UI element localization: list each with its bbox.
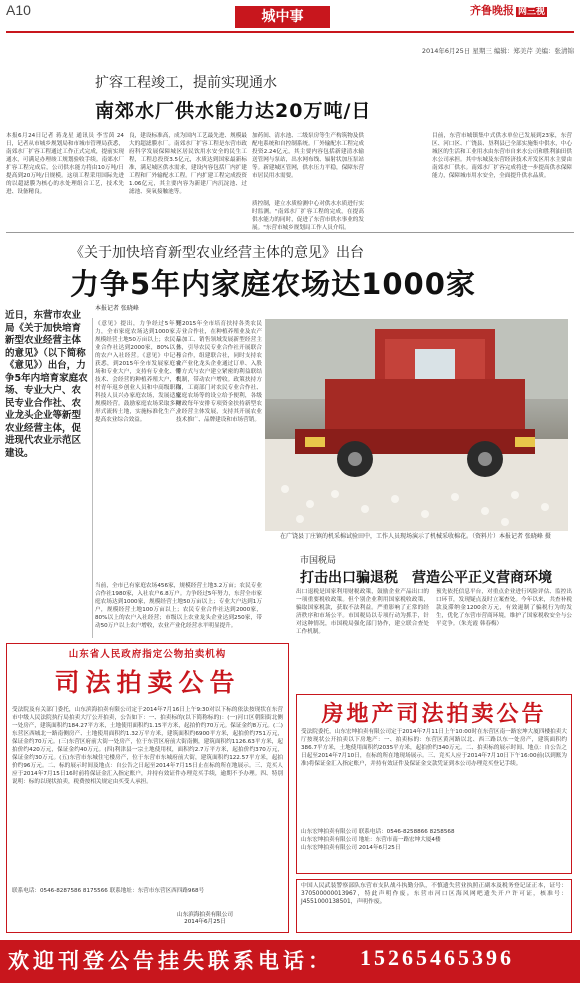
logo-text: 齐鲁晚报 (470, 4, 514, 17)
article1-title: 南郊水厂供水能力达20万吨/日 (95, 100, 372, 122)
harvester-image (265, 319, 568, 531)
banner-phone: 15265465396 (360, 945, 514, 970)
realestate-ad-contact: 山东宏坤拍卖有限公司 联系电话：0546-8258866 8258568 山东宏坤拍卖有限公司 地址：东营市南一路宏坤大厦4楼 山东宏坤拍卖有限公司 2014年6月25日 (301, 829, 455, 851)
cotton-harvester-photo (265, 319, 568, 531)
article2-lead: 近日，东营市农业局《关于加快培育新型农业经营主体的意见》（以下简称《意见》）出台，力争5年内培育家庭农场、专业大户、农民专业合作社、农业龙头企业等新型农业经营主体，促进现代农业示范区建设。 (5, 310, 88, 459)
auction-ad-contact: 联系电话：0546-8287586 8175566 联系地址：东营市东营区西四路968号 (12, 888, 205, 894)
column-divider (92, 318, 93, 638)
divider (6, 232, 574, 233)
auction-ad-body: 受法院及有关部门委托，山东滨海拍卖有限公司定于2014年7月16日上午9:30对以下标的依法按现状在东营市中级人民法院执行局拍卖大厅公开拍卖，公告如下：一、拍卖标的(以下简称标的)：(一)河口区朝阳街北侧一处房产，建筑面积约184.27平方米，土地使用面积约1.15平方米，起拍价约70万元。保证金约8万元。(二)东营区西城北一路南侧房产、土地使用面积约1.32万平方米，建筑面积约6900平方米，起拍价约751万元，保证金约70万元。(三)东营区府前大街一处房产，位于东营区府前大街南侧，建筑面积约1126.63平方米，起拍价约420万元，保证金约40万元。(四)利津县一宗土地使用权，面积约2.7万平方米，起拍价约370万元，保证金约30万元。(五)东营市东城住宅楼房产，位于东营市东城府前大街，建筑面积约122.57平方米，起拍价约96万元。二、标的展示时间及地点：自公告之日起至2014年7月15日止在标的所在地展示。三、竞买人应于2014年7月15日16时前将保证金汇入指定账户，并持有效证件办理竞买手续，逾期不予办理。四、特别说明：标的以现状拍卖，税费按相关规定由买受人承担。 (12, 707, 283, 785)
auction-ad-title: 司法拍卖公告 (54, 668, 241, 697)
article1-col2: 良，建设标准高，成为国内工艺最先进、规模最大的超滤膜水厂。南郊水厂扩容工程是东营市政府科学发展保障城区居民饮用水安全的民生工程，工程总投资3.5亿元，水质达到国家最新标准，满足城区供水需求，建设内容包括厂内扩建工程和厂外输配水工程。厂内扩建工程完成投资1.06亿元，其主要内容为新建厂内沉淀池、过滤池、臭氧接触池等。 (129, 133, 247, 195)
newspaper-logo (470, 2, 547, 18)
article3-col2: 预先依托信息平台，对重点企业进行风险评估、监控出口环节，发现疑点及时立案查处。今年以来，共查补税款及滞纳金1200余万元，有效遏制了骗税行为的发生，优化了东营市营商环境，维护了国家税收安全与公平竞争。（朱光霞 韩春梅） (436, 589, 572, 627)
article2-kicker: 《关于加快培育新型农业经营主体的意见》出台 (70, 245, 364, 261)
header-rule (6, 31, 574, 33)
article3-col1: 出口退税是国家利用财税政策，鼓励企业产品出口的一项重要税收政策。但个别企业利用国家税收政策，骗取国家税款，获取不法利益。严重影响了正常的经济秩序和市场公平。市国税局以专项行动为抓手，针对这种情况，市国税局强化部门协作，建立联合查处工作机制。 (296, 589, 429, 635)
photo-caption: 在广饶县丁庄镇的机采棉试验田中，工作人员现场演示了机械采收棉花。（资料片）本报记者 张晓峰 摄 (280, 533, 551, 540)
realestate-ad-body: 受法院委托，山东宏坤拍卖有限公司定于2014年7月11日上午10:00时在东营区南一路宏坤大厦四楼拍卖大厅按现状公开拍卖以下房地产：一、拍卖标的：东营区黄河路以北、西三路以东一处房产，建筑面积约386.7平方米，土地使用面积约2035平方米，起拍价约340万元。二、拍卖标的展示时间、地点：自公告之日起至2014年7月10日，在标的所在地现场展示。三、竞买人应于2014年7月10日下午16:00前(以到账为准)将保证金汇入指定账户，并持有效证件及保证金交款凭证到本公司办理竞买登记手续。 (301, 729, 567, 767)
header-info: 2014年6月25日 星期三 编辑：郑美芹 美编：张清锦 (421, 47, 574, 55)
article1-col3: 加药间、清水池、二级泵房等生产构筑物及供配电系统和自控制系统。厂外输配水工程完成投资2.24亿元，其主要内容包括新建清水输送管网与泵站，出水网布线、辐射状加压泵站等。新建城区管网，供水压力平稳，保障东营市居民用水需要。 (252, 133, 364, 179)
article2-title: 力争5年内家庭农场达1000家 (70, 267, 476, 301)
article1-col5: 目前，东营市城镇集中式供水单位已发展到23家，东营区、河口区、广饶县、垦利县已全部实施集中供水，中心城区的生活和工业用水由东营市自来水公司和胜利油田供水公司承担。其中东城及东营经济技术开发区用水主要由南郊水厂供水。南郊水厂扩容完成将进一步提高供水保障能力，保障城市用水安全，全面提升供水品质。 (432, 133, 572, 179)
article2-byline: 本报记者 张晓峰 (95, 305, 139, 312)
article1-col4: 质控制，建立水质检测中心对供水水质进行实时监测。"南郊水厂扩容工程的完成，在提高供水能力的同时，促进了东营市供水事业的发展。"东营市城乡规划局工作人员介绍。 (252, 201, 364, 231)
article2-col3: 当前，全市已有家庭农场456家，规模经营土地3.2万亩；农民专业合作社1980家，入社农户6.8万户。力争经过5年努力，东营全市家庭农场达到1000家，规模经营土地50万亩以上；专业大户达到1万户，规模经营土地100万亩以上；农民专业合作社达到2000家，80%以上的农户入社经营；市级以上农业龙头企业达到250家，带动50万户以上农户增收，农业产业化经营水平明显提升。 (95, 583, 262, 629)
logo-edition: 网三视 (518, 7, 546, 17)
article2-col1: 《意见》提出，力争经过5年努力，全市家庭农场达到1000家，规模经营土地50万亩以上；农民专业合作社达到2000家，80%以上的农户入社经营。《意见》中记者获悉，到2015年全市发展家庭农场和专业大户，支持有专业化、懂技术、会经营的种植养殖大户，农村青年返乡创业人员和中高级职称科技人员兴办家庭农场，发展适度规模经营。鼓励家庭农场采取多种形式流转土地，实施标准化生产，提高农业综合效益。 (95, 321, 181, 423)
notice-body: 中国人民武装警察部队东营市支队战斗执勤分队，不慎遗失营业执照正副本及税务登记证正本，证号：370500000013967，特此声明作废。东营市河口区海风网吧遗失开户许可证，核准号：J4551000138501，声明作废。 (301, 883, 567, 905)
section-title: 城中事 (235, 6, 330, 28)
article3-kicker: 市国税局 (300, 556, 337, 566)
realestate-ad-title: 房地产司法拍卖公告 (321, 702, 547, 727)
banner-text: 欢迎刊登公告挂失联系电话： (8, 949, 333, 973)
page-number: A10 (6, 2, 31, 18)
article1-col1: 本报6月24日记者 蒋龙星 通讯员 李雪茵 24日，记者从市城乡规划局和市城市管理局获悉，南郊水厂扩容工程通过工作正式完成，提前实现通水，可满足办理竣工规划验收手续。南郊水厂扩容工程完成后，公司供水能力将由10万吨/日提高到20万吨/日规模。这项工程采用国际先进的以超滤膜为核心的水处理组合工艺，技术先进、设备精良。 (6, 133, 124, 195)
article1-kicker: 扩容工程竣工，提前实现通水 (95, 75, 277, 91)
auction-ad-signature: 山东滨海拍卖有限公司 2014年6月25日 (177, 912, 233, 925)
article3-title: 打击出口骗退税 营造公平正义营商环境 (300, 570, 552, 586)
article2-col2: 到2015年全市培育扶持各类农民专业合作社，在种植养殖业及农产品加工、销售领域发展新型经营主体，引导农民专业合作社开展联合与合作，组建联合社，同时支持农业产业化龙头企业通过订单、入股等方式与农户建立紧密的利益联结机制，带动农户增收。政策扶持方面，工商部门对农民专业合作社、家庭农场等的设立给予便利，各级财政每年安排专项资金扶持新型农业经营主体发展，支持其开展农业技术推广、品牌建设和市场营销。 (176, 321, 262, 423)
auction-ad-header: 山东省人民政府指定公物拍卖机构 (68, 649, 227, 660)
